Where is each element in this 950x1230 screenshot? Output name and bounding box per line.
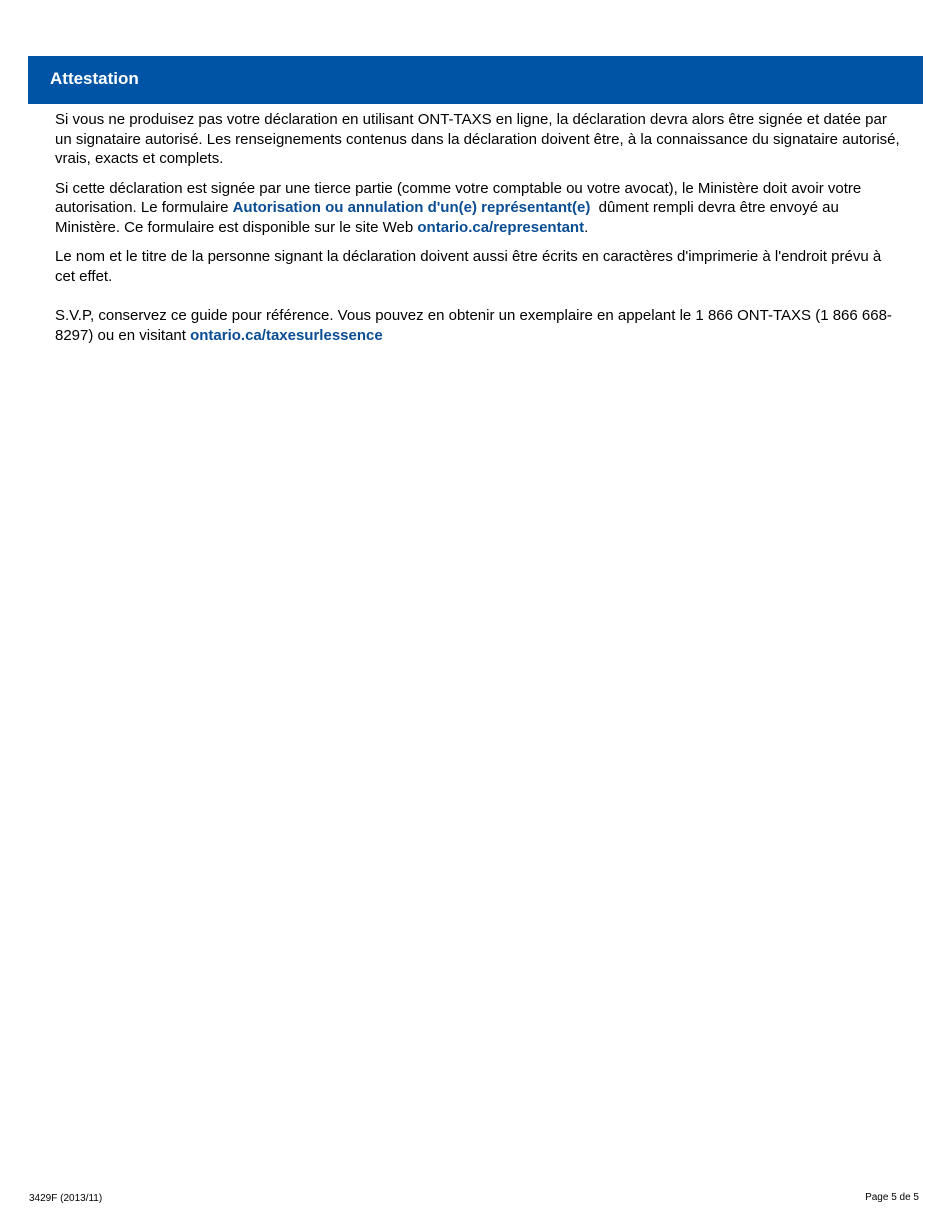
section-title: Attestation — [50, 69, 139, 88]
paragraph-text: S.V.P, conservez ce guide pour référence. Vous pouvez en obtenir un exemplaire en appelant le 1 866 ONT-TAXS (1 866 668-8297) ou en visitant — [55, 307, 892, 344]
paragraph-keep-guide — [55, 306, 905, 345]
paragraph-printed-name: Le nom et le titre de la personne signant la déclaration doivent aussi être écrits en caractères d'imprimerie à l'endroit prévu à cet effet. — [55, 248, 882, 285]
fuel-tax-website-link[interactable]: ontario.ca/taxesurlessence — [190, 326, 383, 344]
page-number: Page 5 de 5 — [865, 1192, 919, 1203]
authorization-form-link[interactable]: Autorisation ou annulation d'un(e) représentant(e) — [232, 199, 591, 216]
paragraph-text: . — [584, 218, 589, 236]
paragraph-text: dûment rempli devra être envoyé au Ministère. Ce formulaire est disponible sur le site Web — [55, 199, 843, 236]
form-number: 3429F (2013/11) — [29, 1193, 103, 1204]
paragraph-text: Si cette déclaration est signée par une tierce partie (comme votre comptable ou votre avocat), le Ministère doit avoir votre autorisation. Le formulaire — [55, 179, 862, 216]
paragraph-third-party — [55, 179, 905, 238]
paragraph-signature-requirement: Si vous ne produisez pas votre déclaration en utilisant ONT-TAXS en ligne, la déclaration devra alors être signée et datée par un signataire autorisé. Les renseignements contenus dans la déclaration doivent être, à la connaissance du signataire autorisé, vrais, exacts et complets. — [55, 111, 900, 167]
representant-website-link[interactable]: ontario.ca/representant — [417, 218, 585, 236]
attestation-content — [55, 110, 905, 355]
section-header-bar — [28, 56, 923, 104]
